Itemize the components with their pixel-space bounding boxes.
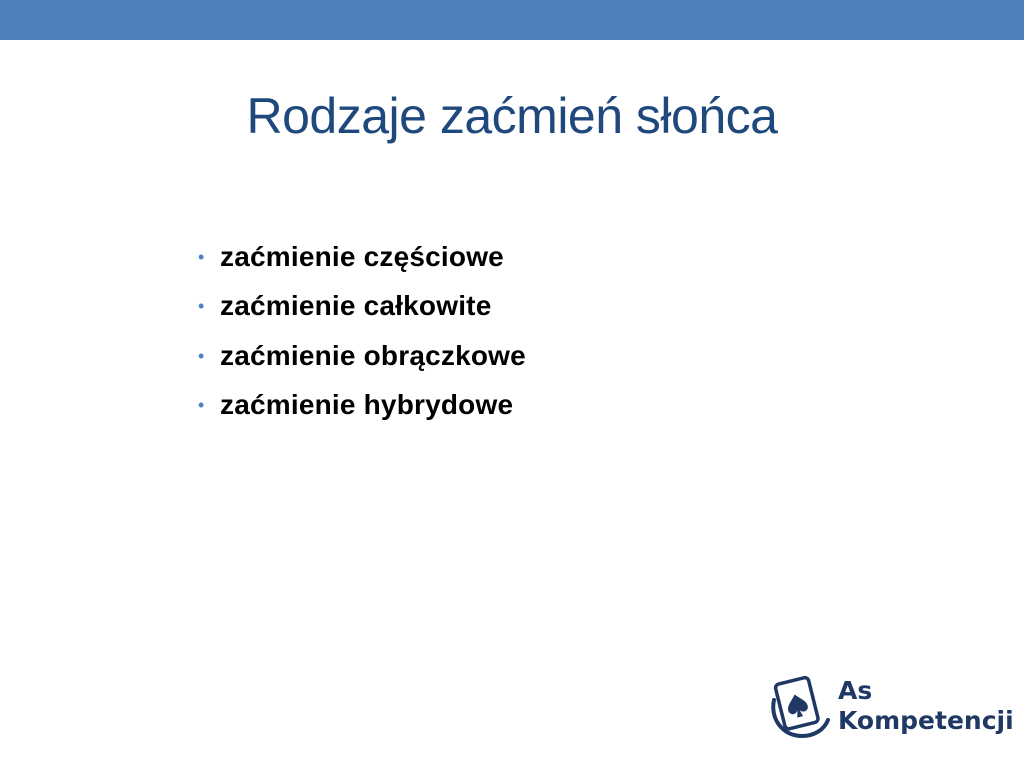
bullet-text: zaćmienie hybrydowe [220, 389, 514, 421]
bullet-item [198, 331, 526, 381]
as-kompetencji-logo [768, 670, 1014, 748]
bullet-dot-icon: • [198, 345, 205, 366]
slide-title: Rodzaje zaćmień słońca [246, 88, 778, 144]
bullet-text: zaćmienie obrączkowe [220, 339, 526, 371]
bullet-item [198, 232, 526, 282]
bullet-text: zaćmienie częściowe [220, 240, 504, 272]
logo-text [838, 676, 1014, 736]
logo-line-as: As [838, 676, 873, 705]
bullet-text: zaćmienie całkowite [220, 290, 492, 322]
logo-line-kompetencji: Kompetencji [838, 706, 1014, 735]
card-spade-icon [768, 670, 832, 742]
bullet-item [198, 282, 526, 332]
bullet-dot-icon: • [198, 246, 205, 267]
bullet-dot-icon: • [198, 296, 205, 317]
bullet-list [198, 232, 526, 430]
top-accent-bar [0, 0, 1024, 40]
bullet-item [198, 381, 526, 431]
bullet-dot-icon: • [198, 395, 205, 416]
